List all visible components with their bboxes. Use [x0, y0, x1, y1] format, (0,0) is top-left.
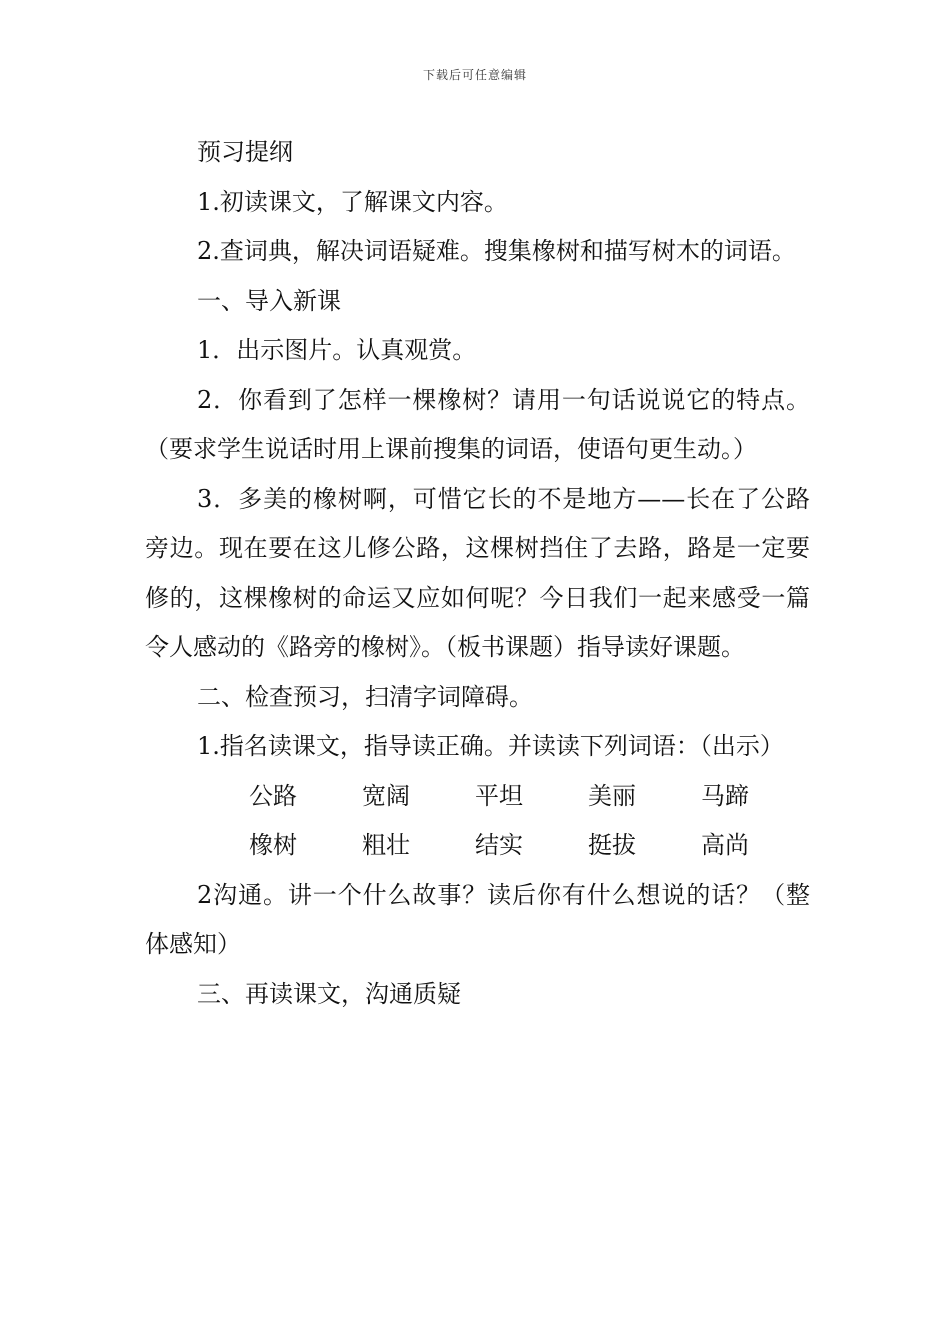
word: 宽阔 — [362, 781, 410, 810]
paragraph: 2．你看到了怎样一棵橡树？请用一句话说说它的特点。（要求学生说话时用上课前搜集的词语，使语句更生动。） — [145, 385, 810, 463]
document-body — [145, 128, 810, 1019]
paragraph: 2沟通。讲一个什么故事？读后你有什么想说的话？（整体感知） — [145, 880, 810, 958]
paragraph: 3．多美的橡树啊，可惜它长的不是地方——长在了公路旁边。现在要在这儿修公路，这棵树挡住了去路，路是一定要修的，这棵橡树的命运又应如何呢？今日我们一起来感受一篇令人感动的《路旁的橡树》。（板书课题）指导读好课题。 — [145, 484, 810, 661]
section-heading: 二、检查预习，扫清字词障碍。 — [197, 682, 533, 711]
paragraph: 2.查词典，解决词语疑难。搜集橡树和描写树木的词语。 — [197, 237, 796, 265]
paragraph: 1．出示图片。认真观赏。 — [197, 336, 477, 364]
word: 挺拔 — [588, 831, 636, 859]
word: 高尚 — [701, 831, 749, 859]
word: 平坦 — [475, 781, 523, 810]
page-header-note: 下载后可任意编辑 — [422, 68, 527, 82]
section-heading: 三、再读课文，沟通质疑 — [197, 979, 461, 1008]
word: 结实 — [475, 831, 523, 859]
paragraph: 1.初读课文，了解课文内容。 — [197, 187, 508, 216]
word: 马蹄 — [701, 781, 749, 810]
section-heading: 一、导入新课 — [197, 286, 341, 315]
word-list-row — [145, 772, 810, 822]
word: 公路 — [249, 781, 297, 810]
section-title-preview-outline: 预习提纲 — [197, 138, 293, 166]
word-list-row — [145, 821, 810, 871]
paragraph: 1.指名读课文，指导读正确。并读读下列词语：（出示） — [197, 732, 784, 760]
word: 橡树 — [249, 831, 297, 859]
word: 美丽 — [588, 781, 636, 810]
word: 粗壮 — [362, 831, 410, 859]
